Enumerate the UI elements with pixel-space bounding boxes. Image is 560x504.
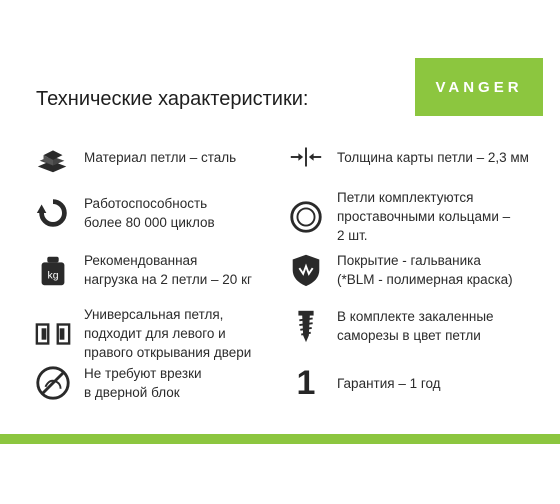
weight-icon (32, 249, 74, 291)
feature-load (32, 249, 252, 291)
feature-cycles (32, 192, 215, 234)
feature-text: Универсальная петля, (84, 307, 224, 322)
bottom-accent-bar (0, 434, 560, 444)
feature-text: Рекомендованная (84, 253, 198, 268)
cycle-icon (32, 192, 74, 234)
steel-bars-icon (32, 136, 74, 178)
feature-warranty (285, 362, 441, 404)
no-mortise-icon (32, 362, 74, 404)
ring-icon (285, 196, 327, 238)
feature-thickness (285, 136, 529, 178)
feature-material (32, 136, 236, 178)
coating-shield-icon (285, 249, 327, 291)
feature-text: в дверной блок (84, 385, 180, 400)
feature-coating (285, 249, 513, 291)
feature-screws (285, 305, 494, 347)
feature-text: Толщина карты петли – 2,3 мм (337, 149, 529, 165)
feature-text: Работоспособность (84, 196, 208, 211)
screw-icon (285, 305, 327, 347)
universal-hinge-icon (32, 313, 74, 355)
feature-text: (*BLM - полимерная краска) (337, 272, 513, 287)
feature-text: более 80 000 циклов (84, 215, 215, 230)
feature-text: саморезы в цвет петли (337, 328, 481, 343)
feature-text: проставочными кольцами – (337, 209, 511, 224)
warranty-icon: 1 (296, 363, 316, 402)
feature-text: В комплекте закаленные (337, 309, 494, 324)
feature-text: Материал петли – сталь (84, 149, 237, 165)
feature-universal (32, 305, 251, 362)
page-title: Технические характеристики: (36, 88, 309, 110)
feature-rings (285, 188, 510, 245)
feature-text: нагрузка на 2 петли – 20 кг (84, 272, 252, 287)
feature-text: Не требуют врезки (84, 366, 202, 381)
brand-logo (415, 58, 543, 116)
feature-text: правого открывания двери (84, 345, 252, 360)
svg-text:kg: kg (47, 270, 59, 282)
feature-text: 2 шт. (337, 228, 368, 243)
feature-text: Покрытие - гальваника (337, 253, 481, 268)
feature-no-mortise (32, 362, 202, 404)
feature-text: подходит для левого и (84, 326, 226, 341)
feature-text: Петли комплектуются (337, 190, 474, 205)
feature-text: Гарантия – 1 год (337, 375, 441, 391)
logo-text: VANGER (435, 78, 523, 96)
thickness-icon (285, 136, 327, 178)
